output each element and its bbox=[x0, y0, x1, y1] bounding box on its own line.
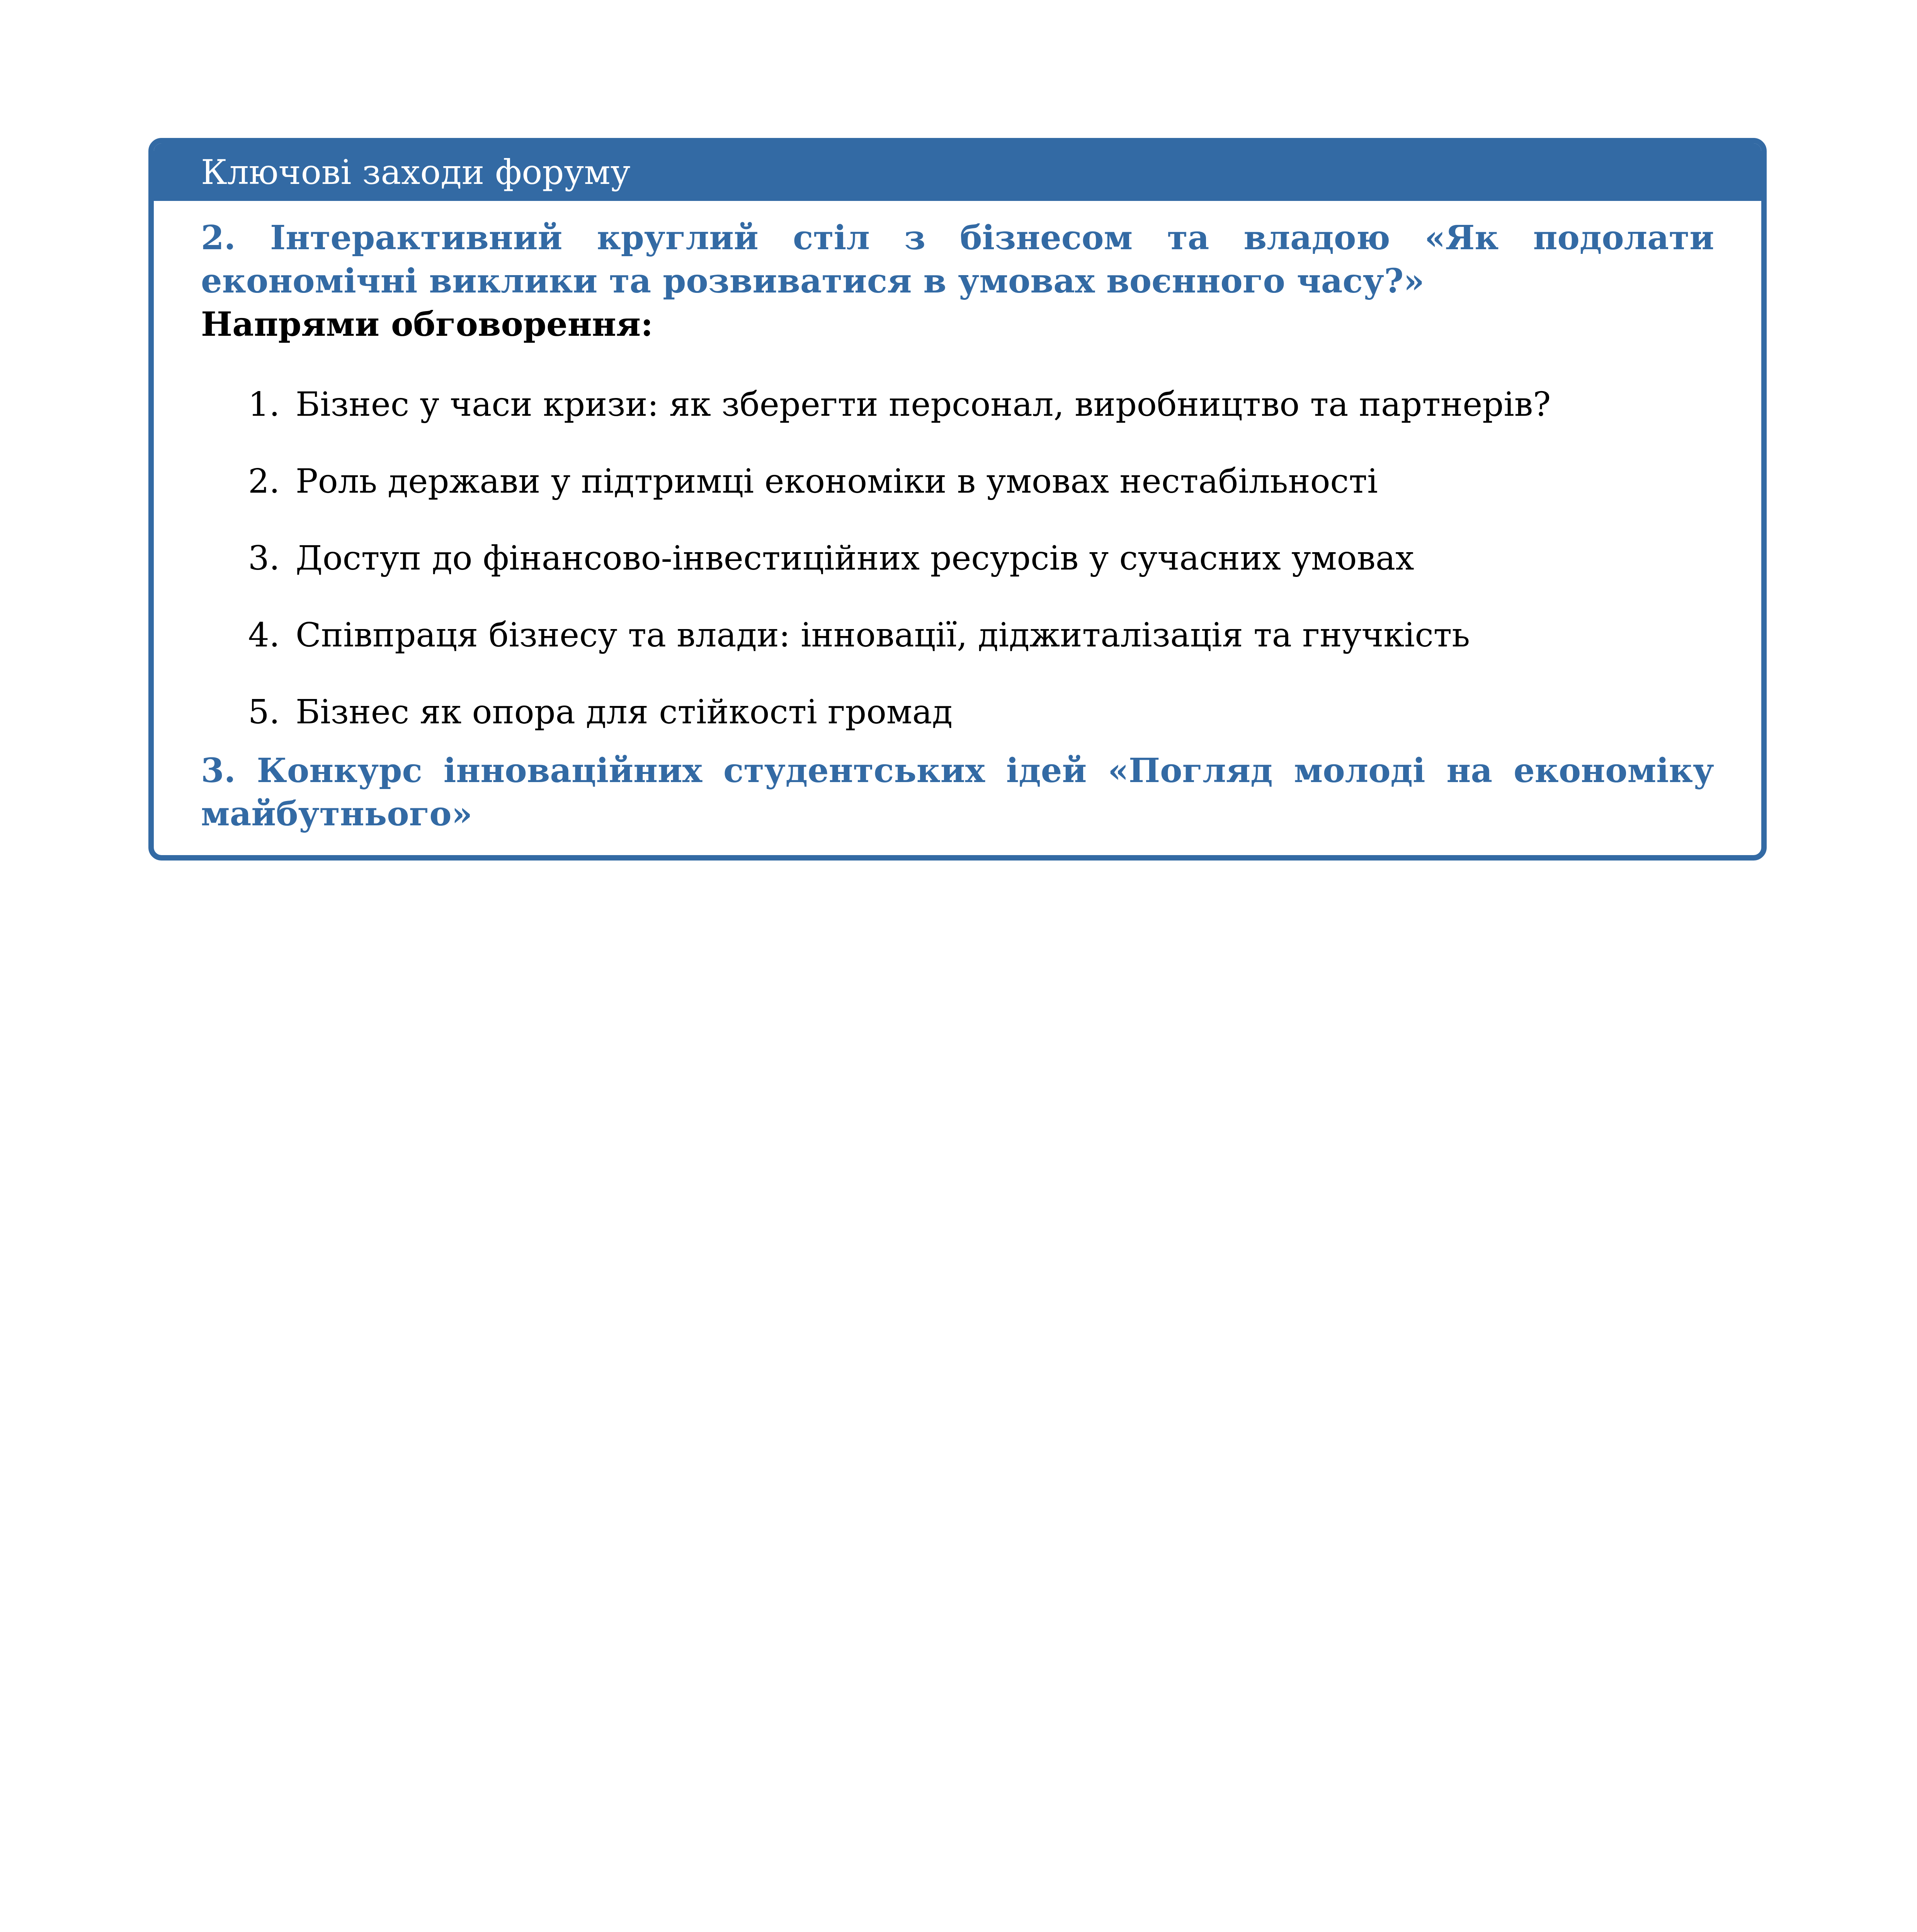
list-item-number: 4. bbox=[248, 616, 280, 655]
key-events-box bbox=[148, 138, 1767, 861]
discussion-topics-list bbox=[201, 383, 1714, 734]
list-item bbox=[201, 614, 1714, 657]
event-title-roundtable: 2. Інтерактивний круглий стіл з бізнесом та владою «Як подолати економічні виклики та розвиватися в умовах воєнного часу?» bbox=[201, 218, 1714, 301]
list-item bbox=[201, 690, 1714, 734]
event-title-ideas-contest: 3. Конкурс інноваційних студентських ідей «Погляд молоді на економіку майбутнього» bbox=[201, 751, 1714, 833]
list-item bbox=[201, 537, 1714, 580]
list-item-text: Співпраця бізнесу та влади: інновації, діджиталізація та гнучкість bbox=[296, 616, 1470, 655]
list-item-number: 3. bbox=[248, 539, 280, 578]
discussion-topics-heading: Напрями обговорення: bbox=[201, 305, 653, 344]
list-item-text: Роль держави у підтримці економіки в умовах нестабільності bbox=[296, 462, 1378, 501]
list-item bbox=[201, 460, 1714, 503]
list-item-number: 5. bbox=[248, 693, 280, 731]
list-item bbox=[201, 383, 1714, 426]
box-header: Ключові заходи форуму bbox=[154, 143, 1761, 201]
list-item-text: Доступ до фінансово-інвестиційних ресурсів у сучасних умовах bbox=[296, 539, 1414, 578]
box-body bbox=[154, 216, 1761, 836]
list-item-number: 2. bbox=[248, 462, 280, 501]
list-item-text: Бізнес як опора для стійкості громад bbox=[296, 693, 953, 731]
list-item-text: Бізнес у часи кризи: як зберегти персонал, виробництво та партнерів? bbox=[296, 385, 1551, 424]
list-item-number: 1. bbox=[248, 385, 280, 424]
